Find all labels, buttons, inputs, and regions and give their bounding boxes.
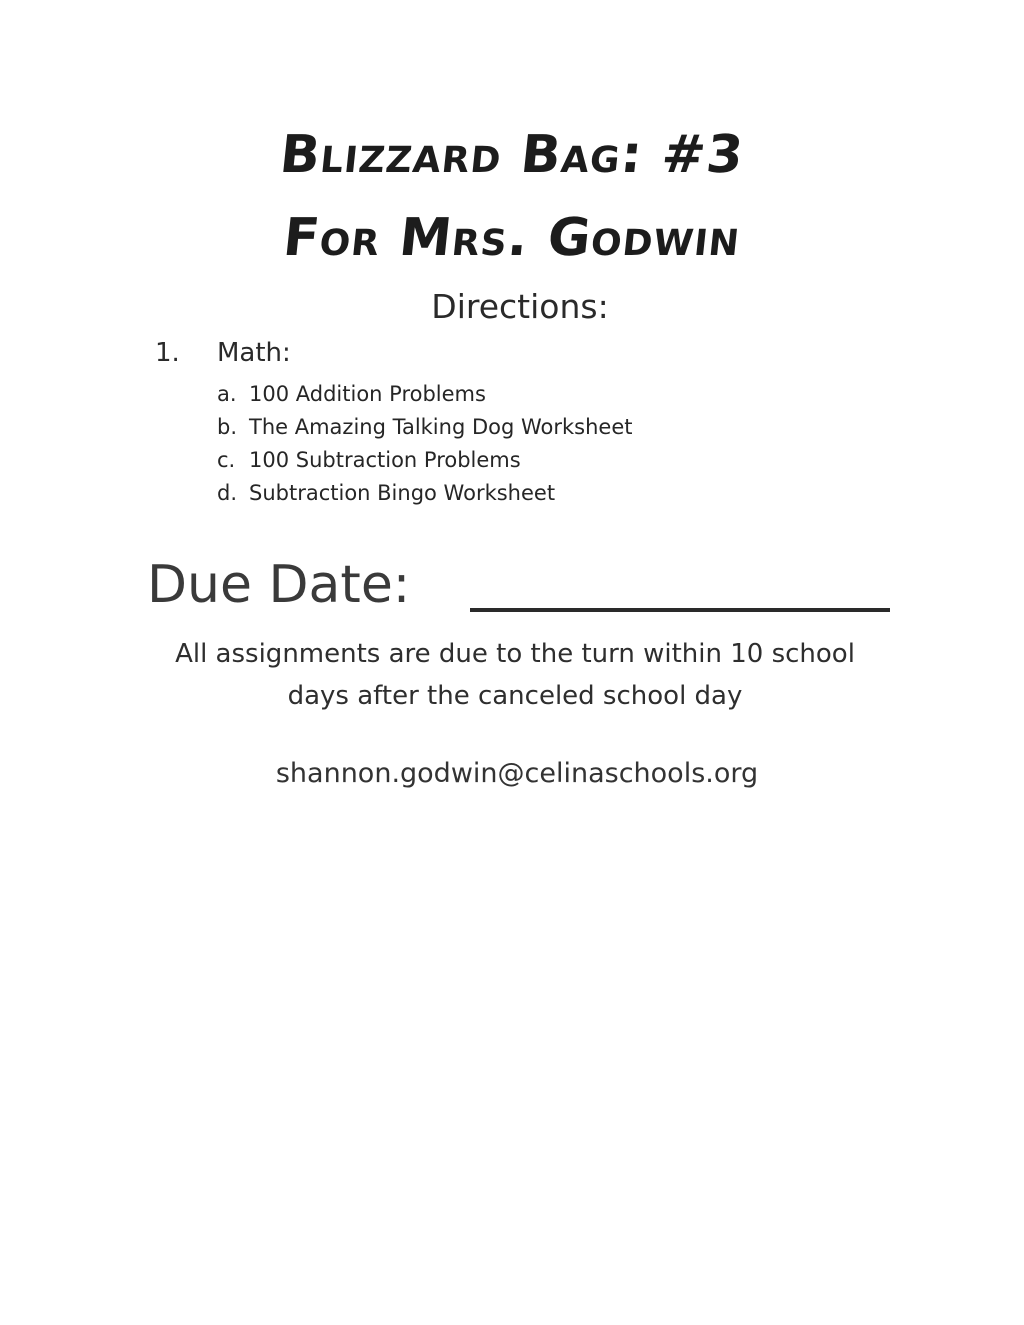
due-date-label: Due Date:	[147, 555, 411, 615]
due-note-line-1: All assignments are due to the turn within 10 school	[175, 639, 855, 669]
item-letter: a.	[217, 382, 237, 406]
directions-heading: Directions:	[431, 287, 609, 326]
due-note-line-2: days after the canceled school day	[287, 681, 743, 711]
section-number: 1.	[155, 338, 180, 368]
item-letter: b.	[217, 415, 238, 439]
item-letter: c.	[217, 448, 236, 472]
due-note	[100, 633, 930, 717]
due-date-blank-line	[470, 608, 890, 612]
section-math	[155, 338, 291, 368]
title-line-2: For Mrs. Godwin	[280, 208, 744, 268]
math-task-list	[217, 378, 633, 510]
item-text: 100 Addition Problems	[249, 382, 486, 406]
item-letter: d.	[217, 481, 238, 505]
item-text: 100 Subtraction Problems	[249, 448, 521, 472]
list-item	[217, 477, 633, 510]
item-text: Subtraction Bingo Worksheet	[249, 481, 556, 505]
list-item	[217, 411, 633, 444]
title-line-1: Blizzard Bag: #3	[277, 125, 747, 185]
item-text: The Amazing Talking Dog Worksheet	[249, 415, 633, 439]
list-item	[217, 378, 633, 411]
contact-email: shannon.godwin@celinaschools.org	[275, 758, 759, 789]
section-label: Math:	[217, 338, 291, 368]
list-item	[217, 444, 633, 477]
